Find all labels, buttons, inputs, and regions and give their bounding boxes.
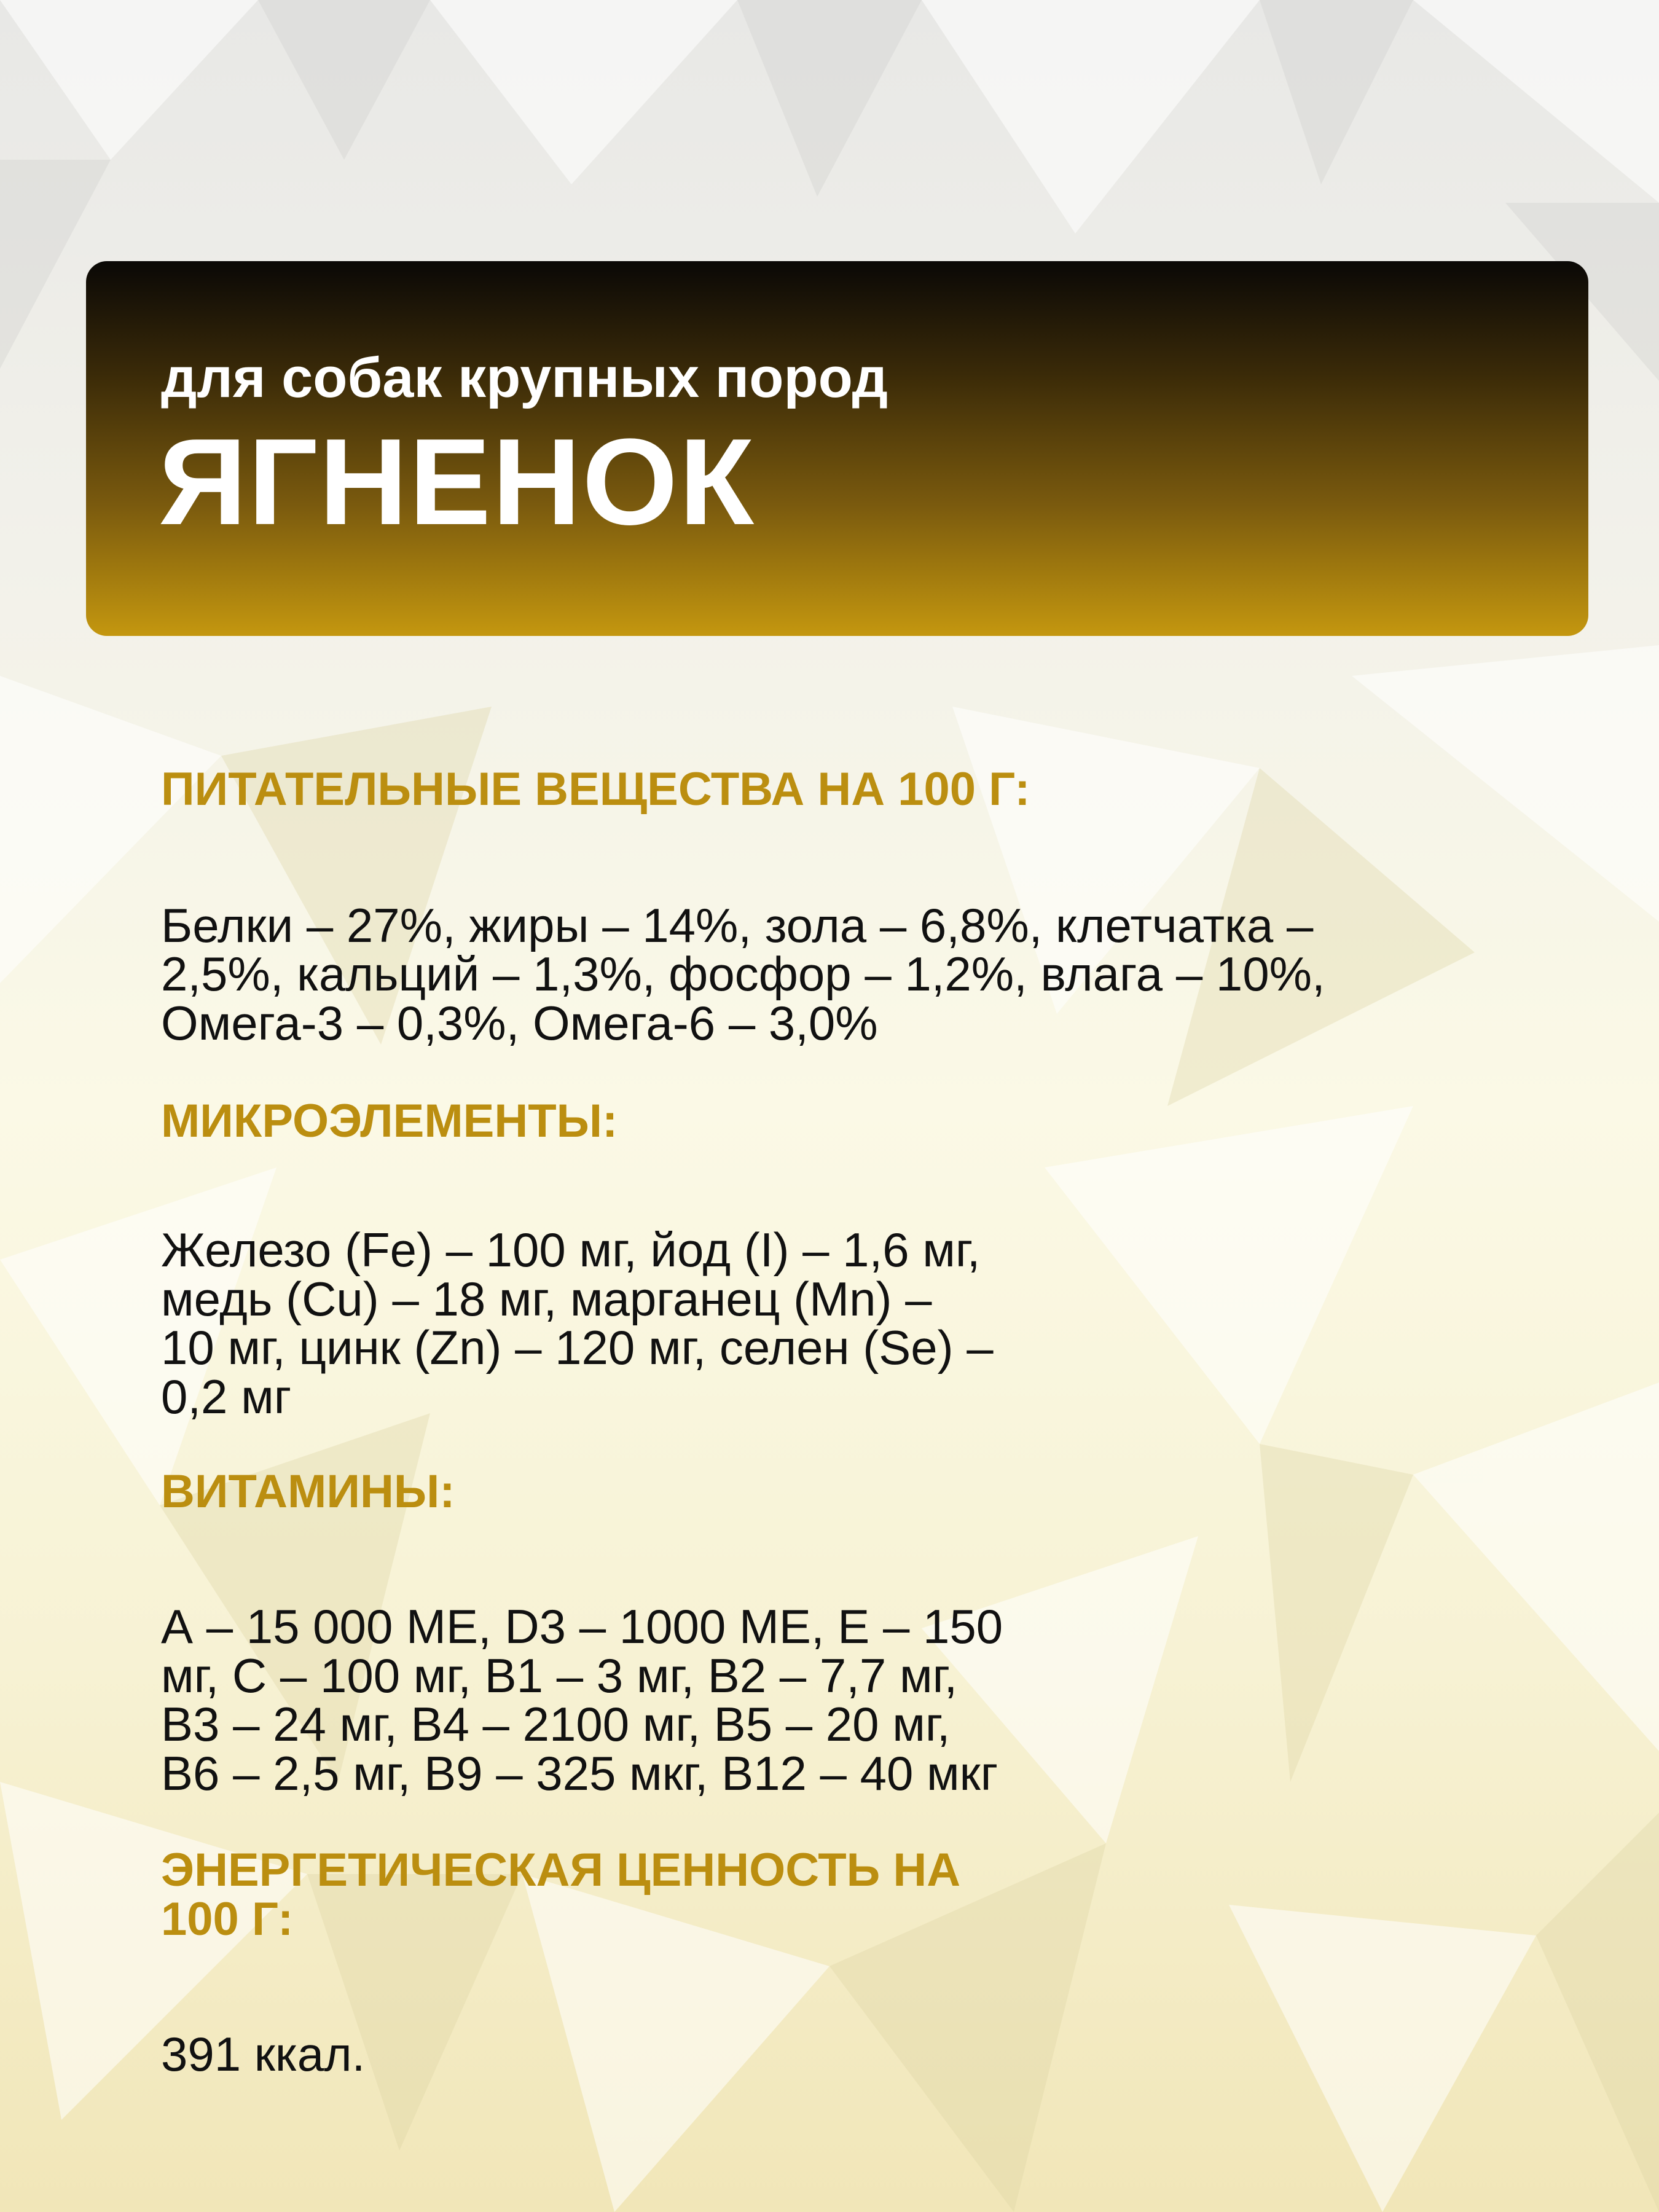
product-title: ЯГНЕНОК <box>159 414 756 551</box>
energy-heading: ЭНЕРГЕТИЧЕСКАЯ ЦЕННОСТЬ НА 100 Г: <box>161 1844 961 1946</box>
nutrients-text: Белки – 27%, жиры – 14%, зола – 6,8%, клетчатка – 2,5%, кальций – 1,3%, фосфор – 1,2%, влага – 10%, Омега-3 – 0,3%, Омега-6 – 3,0% <box>161 898 1325 1050</box>
product-subtitle: для собак крупных пород <box>161 347 888 409</box>
micro-heading: МИКРОЭЛЕМЕНТЫ: <box>161 1095 618 1148</box>
micro-text: Железо (Fe) – 100 мг, йод (I) – 1,6 мг, медь (Cu) – 18 мг, марганец (Mn) – 10 мг, цинк (Zn) – 120 мг, селен (Se) – 0,2 мг <box>161 1223 994 1424</box>
header-card <box>86 261 1588 636</box>
vitamins-text: А – 15 000 МЕ, D3 – 1000 МЕ, Е – 150 мг, С – 100 мг, В1 – 3 мг, В2 – 7,7 мг, В3 – 24 мг, В4 – 2100 мг, В5 – 20 мг, В6 – 2,5 мг, В9 – 325 мкг, В12 – 40 мкг <box>161 1599 1003 1800</box>
energy-text: 391 ккал. <box>161 2027 366 2081</box>
nutrition-content <box>161 765 1513 2079</box>
nutrients-heading: ПИТАТЕЛЬНЫЕ ВЕЩЕСТВА НА 100 Г: <box>161 763 1030 815</box>
vitamins-heading: ВИТАМИНЫ: <box>161 1465 455 1518</box>
